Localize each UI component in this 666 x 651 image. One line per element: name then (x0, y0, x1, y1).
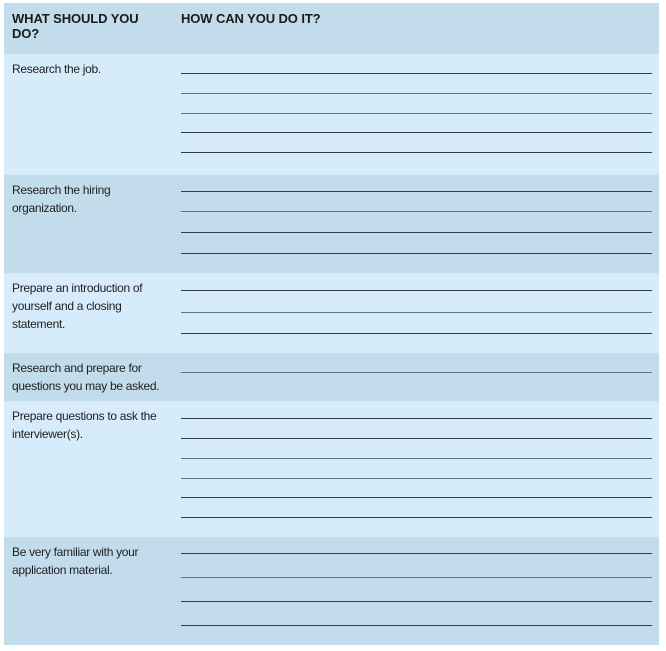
answer-line[interactable] (181, 211, 652, 212)
answer-line[interactable] (181, 438, 652, 439)
interview-prep-worksheet (4, 3, 659, 645)
answer-line[interactable] (181, 553, 652, 554)
answer-line[interactable] (181, 333, 652, 334)
answer-line[interactable] (181, 290, 652, 291)
column-header-how: HOW CAN YOU DO IT? (181, 11, 321, 26)
task-label: Research the hiring organization. (12, 183, 111, 215)
task-label: Be very familiar with your application material. (12, 545, 139, 577)
task-label: Research and prepare for questions you may be asked. (12, 361, 160, 393)
answer-line[interactable] (181, 458, 652, 459)
answer-line[interactable] (181, 312, 652, 313)
task-label: Prepare questions to ask the interviewer(s). (12, 409, 157, 441)
answer-line[interactable] (181, 577, 652, 578)
task-label: Research the job. (12, 62, 101, 76)
answer-line[interactable] (181, 517, 652, 518)
answer-line[interactable] (181, 625, 652, 626)
table-row-application-material (4, 537, 659, 645)
answer-line[interactable] (181, 152, 652, 153)
answer-line[interactable] (181, 232, 652, 233)
answer-line[interactable] (181, 497, 652, 498)
table-row-research-organization (4, 175, 659, 273)
table-row-research-job (4, 54, 659, 175)
table-row-introduction-closing (4, 273, 659, 353)
answer-line[interactable] (181, 191, 652, 192)
answer-line[interactable] (181, 253, 652, 254)
answer-line[interactable] (181, 73, 652, 74)
column-header-task: WHAT SHOULD YOU DO? (12, 11, 139, 41)
table-header (4, 3, 659, 54)
answer-line[interactable] (181, 418, 652, 419)
answer-line[interactable] (181, 93, 652, 94)
answer-line[interactable] (181, 132, 652, 133)
table-row-prepare-questions-asked (4, 353, 659, 401)
task-label: Prepare an introduction of yourself and a closing statement. (12, 281, 143, 331)
answer-line[interactable] (181, 601, 652, 602)
table-row-questions-to-ask (4, 401, 659, 537)
answer-line[interactable] (181, 372, 652, 373)
answer-line[interactable] (181, 113, 652, 114)
answer-line[interactable] (181, 478, 652, 479)
